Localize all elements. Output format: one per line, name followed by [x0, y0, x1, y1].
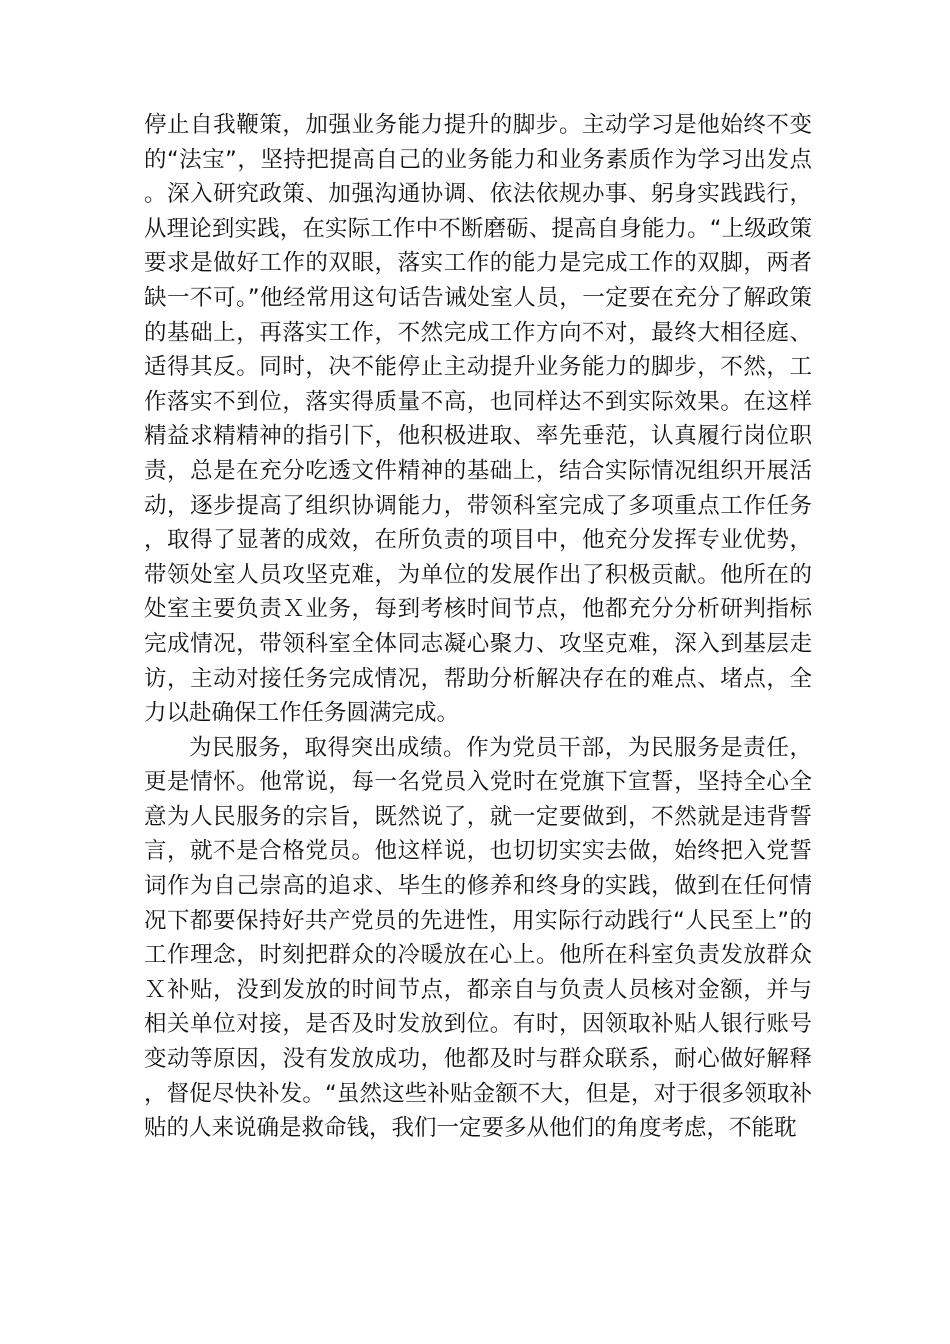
paragraph-serve-people: 为民服务，取得突出成绩。作为党员干部，为民服务是责任，更是情怀。他常说，每一名党员入党时在党旗下宣誓，坚持全心全意为人民服务的宗旨，既然说了，就一定要做到，不然就是违背誓言，就不是合格党员。他这样说，也切切实实去做，始终把入党誓词作为自己崇高的追求、毕生的修养和终身的实践，做到在任何情况下都要保持好共产党员的先进性，用实际行动践行“人民至上”的工作理念，时刻把群众的冷暖放在心上。他所在科室负责发放群众Ｘ补贴，没到发放的时间节点，都亲自与负责人员核对金额，并与相关单位对接，是否及时发放到位。有时，因领取补贴人银行账号变动等原因，没有发放成功，他都及时与群众联系，耐心做好解释，督促尽快补发。“虽然这些补贴金额不大，但是，对于很多领取补贴的人来说确是救命钱，我们一定要多从他们的角度考虑，不能耽 [144, 734, 812, 1142]
paragraph-work-ability: 停止自我鞭策，加强业务能力提升的脚步。主动学习是他始终不变的“法宝”，坚持把提高自己的业务能力和业务素质作为学习出发点。深入研究政策、加强沟通协调、依法依规办事、躬身实践践行，从理论到实践，在实际工作中不断磨砺、提高自身能力。“上级政策要求是做好工作的双眼，落实工作的能力是完成工作的双脚，两者缺一不可。”他经常用这句话告诫处室人员，一定要在充分了解政策的基础上，再落实工作，不然完成工作方向不对，最终大相径庭、适得其反。同时，决不能停止主动提升业务能力的脚步，不然，工作落实不到位，落实得质量不高，也同样达不到实际效果。在这样精益求精精神的指引下，他积极进取、率先垂范，认真履行岗位职责，总是在充分吃透文件精神的基础上，结合实际情况组织开展活动，逐步提高了组织协调能力，带领科室完成了多项重点工作任务，取得了显著的成效，在所负责的项目中，他充分发挥专业优势，带领处室人员攻坚克难，为单位的发展作出了积极贡献。他所在的处室主要负责Ｘ业务，每到考核时间节点，他都充分分析研判指标完成情况，带领科室全体同志凝心聚力、攻坚克难，深入到基层走访，主动对接任务完成情况，帮助分析解决存在的难点、堵点，全力以赴确保工作任务圆满完成。 [144, 112, 812, 727]
document-body [144, 108, 812, 1146]
